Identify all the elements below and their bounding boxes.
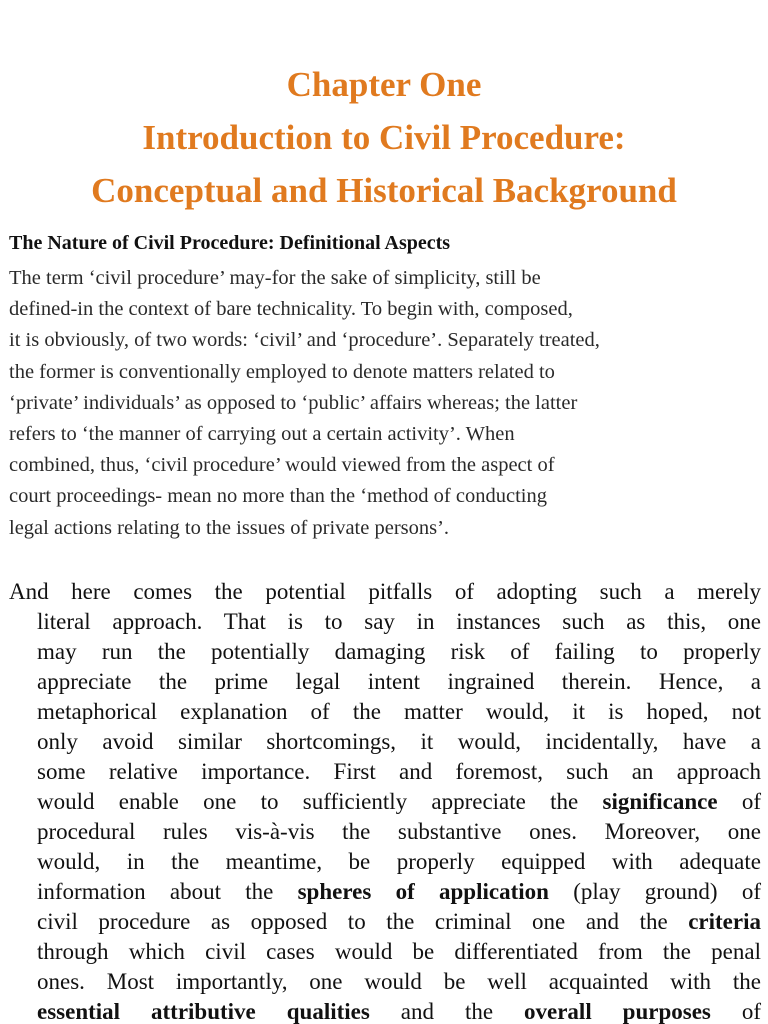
text-run: of	[717, 789, 761, 814]
paragraph-line: ones. Most importantly, one would be well acquainted with the	[37, 969, 761, 994]
text-run: would enable one to sufficiently appreciate the	[37, 789, 603, 814]
paragraph-line: procedural rules vis-à-vis the substantive ones. Moreover, one	[37, 819, 761, 844]
paragraph-line: metaphorical explanation of the matter would, it is hoped, not	[37, 699, 761, 724]
text-run: civil procedure as opposed to the criminal one and the	[37, 909, 689, 934]
emphasis-attributes: essential attributive qualities	[37, 999, 370, 1024]
chapter-title-line-1: Introduction to Civil Procedure:	[142, 118, 626, 157]
paragraph-line: combined, thus, ‘civil procedure’ would viewed from the aspect of	[9, 454, 555, 477]
paragraph-line: legal actions relating to the issues of private persons’.	[9, 516, 450, 539]
paragraph-line: only avoid similar shortcomings, it would, incidentally, have a	[37, 729, 761, 754]
paragraph-2	[9, 577, 761, 1024]
emphasis-criteria: criteria	[688, 909, 761, 934]
emphasis-purposes: overall purposes	[524, 999, 711, 1024]
paragraph-line: through which civil cases would be differentiated from the penal	[37, 939, 761, 964]
chapter-title-line-2: Conceptual and Historical Background	[91, 171, 677, 210]
paragraph-line: may run the potentially damaging risk of failing to properly	[37, 639, 761, 664]
paragraph-line: the former is conventionally employed to denote matters related to	[9, 360, 555, 383]
paragraph-line: appreciate the prime legal intent ingrained therein. Hence, a	[37, 669, 761, 694]
text-run: of	[710, 999, 761, 1024]
paragraph-line: refers to ‘the manner of carrying out a certain activity’. When	[9, 423, 515, 446]
paragraph-line: And here comes the potential pitfalls of adopting such a merely	[9, 579, 761, 604]
section-title: The Nature of Civil Procedure: Definitional Aspects	[9, 232, 451, 254]
chapter-heading	[0, 58, 768, 217]
text-run: information about the	[37, 879, 298, 904]
paragraph-line: literal approach. That is to say in instances such as this, one	[37, 609, 761, 634]
paragraph-line: court proceedings- mean no more than the ‘method of conducting	[9, 485, 547, 508]
text-run: and the	[369, 999, 525, 1024]
paragraph-1	[9, 263, 749, 544]
paragraph-line: it is obviously, of two words: ‘civil’ and ‘procedure’. Separately treated,	[9, 329, 600, 352]
emphasis-spheres: spheres of application	[297, 879, 549, 904]
paragraph-line	[9, 877, 761, 907]
chapter-label: Chapter One	[286, 65, 482, 104]
paragraph-line: some relative importance. First and foremost, such an approach	[37, 759, 761, 784]
text-run: (play ground) of	[548, 879, 761, 904]
paragraph-line: defined-in the context of bare technicality. To begin with, composed,	[9, 298, 573, 321]
emphasis-significance: significance	[602, 789, 718, 814]
paragraph-line: ‘private’ individuals’ as opposed to ‘public’ affairs whereas; the latter	[9, 391, 578, 414]
paragraph-line: The term ‘civil procedure’ may-for the sake of simplicity, still be	[9, 267, 541, 289]
paragraph-line	[9, 787, 761, 817]
paragraph-line	[9, 907, 761, 937]
paragraph-line: would, in the meantime, be properly equipped with adequate	[37, 849, 761, 874]
paragraph-line	[9, 997, 761, 1024]
